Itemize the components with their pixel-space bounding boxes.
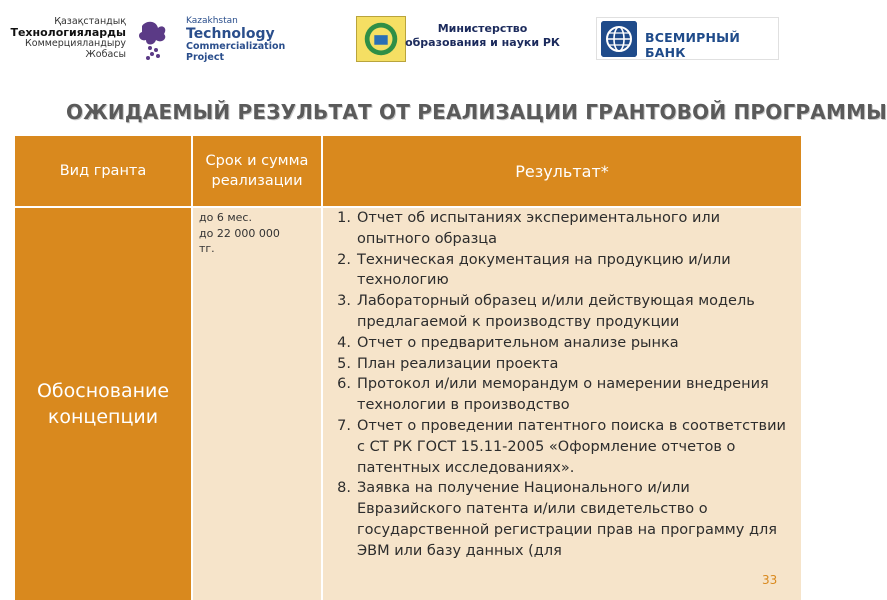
ministry-line2: образования и науки РК [405, 36, 560, 49]
ktc-kz-line1: Қазақстандық [54, 16, 126, 27]
ministry-emblem-icon [356, 16, 406, 62]
ktc-logo-kazakh-text [8, 16, 126, 60]
term-amount-cell [193, 206, 323, 600]
term-duration: до 6 мес. [199, 211, 252, 224]
ktc-en-line2: Technology [186, 26, 275, 42]
ktc-en-line4: Project [186, 52, 225, 63]
result-item-number: 5. [337, 355, 351, 372]
ktc-en-line1: Kazakhstan [186, 16, 238, 26]
ktc-logo-english-text [182, 16, 289, 63]
result-item [323, 478, 793, 561]
result-item [323, 416, 793, 478]
result-item-number: 3. [337, 293, 351, 310]
term-currency: тг. [199, 242, 215, 255]
result-item-text: Заявка на получение Национального и/или Евразийского патента и/или свидетельство о государственной регистрации прав на программу для ЭВМ или базу данных (для [357, 480, 777, 559]
grant-type-line1: Обоснование [36, 380, 170, 402]
header-term-amount [193, 136, 323, 206]
result-item-number: 1. [337, 210, 351, 226]
result-item [323, 333, 793, 354]
globe-icon [601, 21, 637, 57]
result-cell [323, 206, 801, 600]
ministry-name [400, 22, 565, 50]
ministry-line1: Министерство [437, 22, 528, 35]
grant-type-line2: концепции [47, 406, 159, 428]
header-term-amount-label: Срок и сумма реализации [205, 153, 309, 189]
header-grant-type: Вид гранта [15, 136, 193, 206]
slide-title: ОЖИДАЕМЫЙ РЕЗУЛЬТАТ ОТ РЕАЛИЗАЦИИ ГРАНТОВОЙ ПРОГРАММЫ [66, 100, 887, 124]
term-amount: до 22 000 000 [199, 226, 280, 240]
header-result: Результат* [323, 136, 801, 206]
ktc-kz-line4: Жобасы [85, 49, 126, 60]
result-list [323, 208, 793, 562]
result-item-text: Протокол и/или меморандум о намерении внедрения технологии в производство [357, 376, 769, 414]
result-item-text: План реализации проекта [357, 355, 559, 372]
grant-results-table [15, 136, 801, 600]
grant-type-cell [15, 206, 193, 600]
result-item-number: 2. [337, 251, 351, 268]
ministry-logo [356, 16, 566, 62]
result-item-text: Отчет о предварительном анализе рынка [357, 334, 679, 351]
result-item-text: Отчет о проведении патентного поиска в соответствии с СТ РК ГОСТ 15.11-2005 «Оформление отчетов о патентных исследованиях». [357, 417, 786, 476]
result-item-number: 6. [337, 376, 351, 393]
ktc-kz-line3: Коммерцияландыру [25, 38, 126, 49]
world-bank-logo [596, 17, 779, 60]
result-item [323, 208, 793, 250]
result-item [323, 291, 793, 333]
ktc-logo [8, 16, 290, 64]
ktc-en-line3: Commercialization [186, 41, 286, 52]
result-item-number: 4. [337, 334, 351, 351]
result-item-number: 7. [337, 417, 351, 434]
result-item [323, 250, 793, 292]
world-bank-label: ВСЕМИРНЫЙ БАНК [645, 30, 740, 60]
result-item [323, 354, 793, 375]
result-item-text: Отчет об испытаниях экспериментального или опытного образца [357, 210, 721, 247]
result-item-text: Лабораторный образец и/или действующая модель предлагаемой к производству продукции [357, 293, 755, 330]
result-item-number: 8. [337, 480, 351, 497]
result-item [323, 374, 793, 416]
page-number: 33 [762, 573, 778, 587]
ktc-emblem-icon [128, 16, 178, 64]
result-item-text: Техническая документация на продукцию и/или технологию [357, 251, 731, 289]
ktc-kz-line2: Технологияларды [10, 26, 126, 39]
